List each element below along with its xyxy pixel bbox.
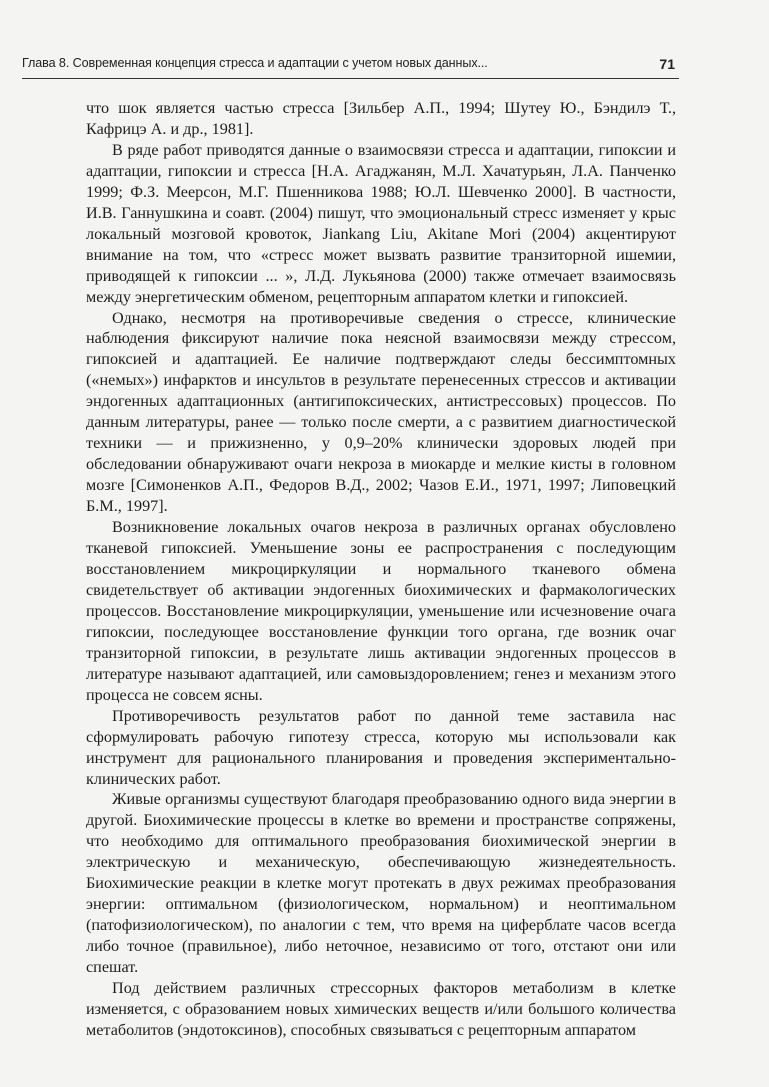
- paragraph: Однако, несмотря на противоречивые сведения о стрессе, клинические наблюдения фиксируют наличие пока неясной взаимосвязи между стрессом, гипоксией и адаптацией. Ее наличие подтверждают следы бессимптомных («немых») инфарктов и инсультов в результате перенесенных стрессов и активации эндогенных адаптационных (антигипоксических, антистрессовых) процессов. По данным литературы, ранее — только после смерти, а с развитием диагностической техники — и прижизненно, у 0,9–20% клинически здоровых людей при обследовании обнаруживают очаги некроза в миокарде и мелкие кисты в головном мозге [Симоненков А.П., Федоров В.Д., 2002; Чазов Е.И., 1971, 1997; Липовецкий Б.М., 1997].: [86, 308, 676, 516]
- paragraph: что шок является частью стресса [Зильбер А.П., 1994; Шутеу Ю., Бэндилэ Т., Кафрицэ А. и др., 1981].: [86, 99, 676, 138]
- body-text: [86, 98, 676, 1041]
- running-header: Глава 8. Современная концепция стресса и адаптации с учетом новых данных...: [22, 56, 679, 79]
- paragraph: В ряде работ приводятся данные о взаимосвязи стресса и адаптации, гипоксии и адаптации, гипоксии и стресса [Н.А. Агаджанян, М.Л. Хачатурьян, Л.А. Панченко 1999; Ф.З. Меерсон, М.Г. Пшенникова 1988; Ю.Л. Шевченко 2000]. В частности, И.В. Ганнушкина и соавт. (2004) пишут, что эмоциональный стресс изменяет у крыс локальный мозговой кровоток, Jiankang Liu, Akitane Mori (2004) акцентируют внимание на том, что «стресс может вызвать развитие транзиторной ишемии, приводящей к гипоксии ... », Л.Д. Лукьянова (2000) также отмечает взаимосвязь между энергетическим обменом, рецепторным аппаратом клетки и гипоксией.: [86, 140, 676, 306]
- paragraph: Противоречивость результатов работ по данной теме заставила нас сформулировать рабочую гипотезу стресса, которую мы использовали как инструмент для рационального планирования и проведения экспериментально-клинических работ.: [86, 706, 676, 788]
- page-number: 71: [659, 56, 675, 72]
- paragraph: Под действием различных стрессорных факторов метаболизм в клетке изменяется, с образованием новых химических веществ и/или большого количества метаболитов (эндотоксинов), способных связываться с рецепторным аппаратом: [86, 979, 676, 1039]
- paragraph: Живые организмы существуют благодаря преобразованию одного вида энергии в другой. Биохимические процессы в клетке во времени и пространстве сопряжены, что необходимо для оптимального преобразования биохимической энергии в электрическую и механическую, обеспечивающую жизнедеятельность. Биохимические реакции в клетке могут протекать в двух режимах преобразования энергии: оптимальном (физиологическом, нормальном) и неоптимальном (патофизиологическом), по аналогии с тем, что время на циферблате часов всегда либо точное (правильное), либо неточное, независимо от того, отстают они или спешат.: [86, 790, 676, 977]
- paragraph: Возникновение локальных очагов некроза в различных органах обусловлено тканевой гипоксией. Уменьшение зоны ее распространения с последующим восстановлением микроциркуляции и нормального тканевого обмена свидетельствует об активации эндогенных биохимических и фармакологических процессов. Восстановление микроциркуляции, уменьшение или исчезновение очага гипоксии, последующее восстановление функции того органа, где возник очаг транзиторной гипоксии, в результате лишь активации эндогенных процессов в литературе называют адаптацией, или самовыздоровлением; генез и механизм этого процесса не совсем ясны.: [86, 518, 676, 704]
